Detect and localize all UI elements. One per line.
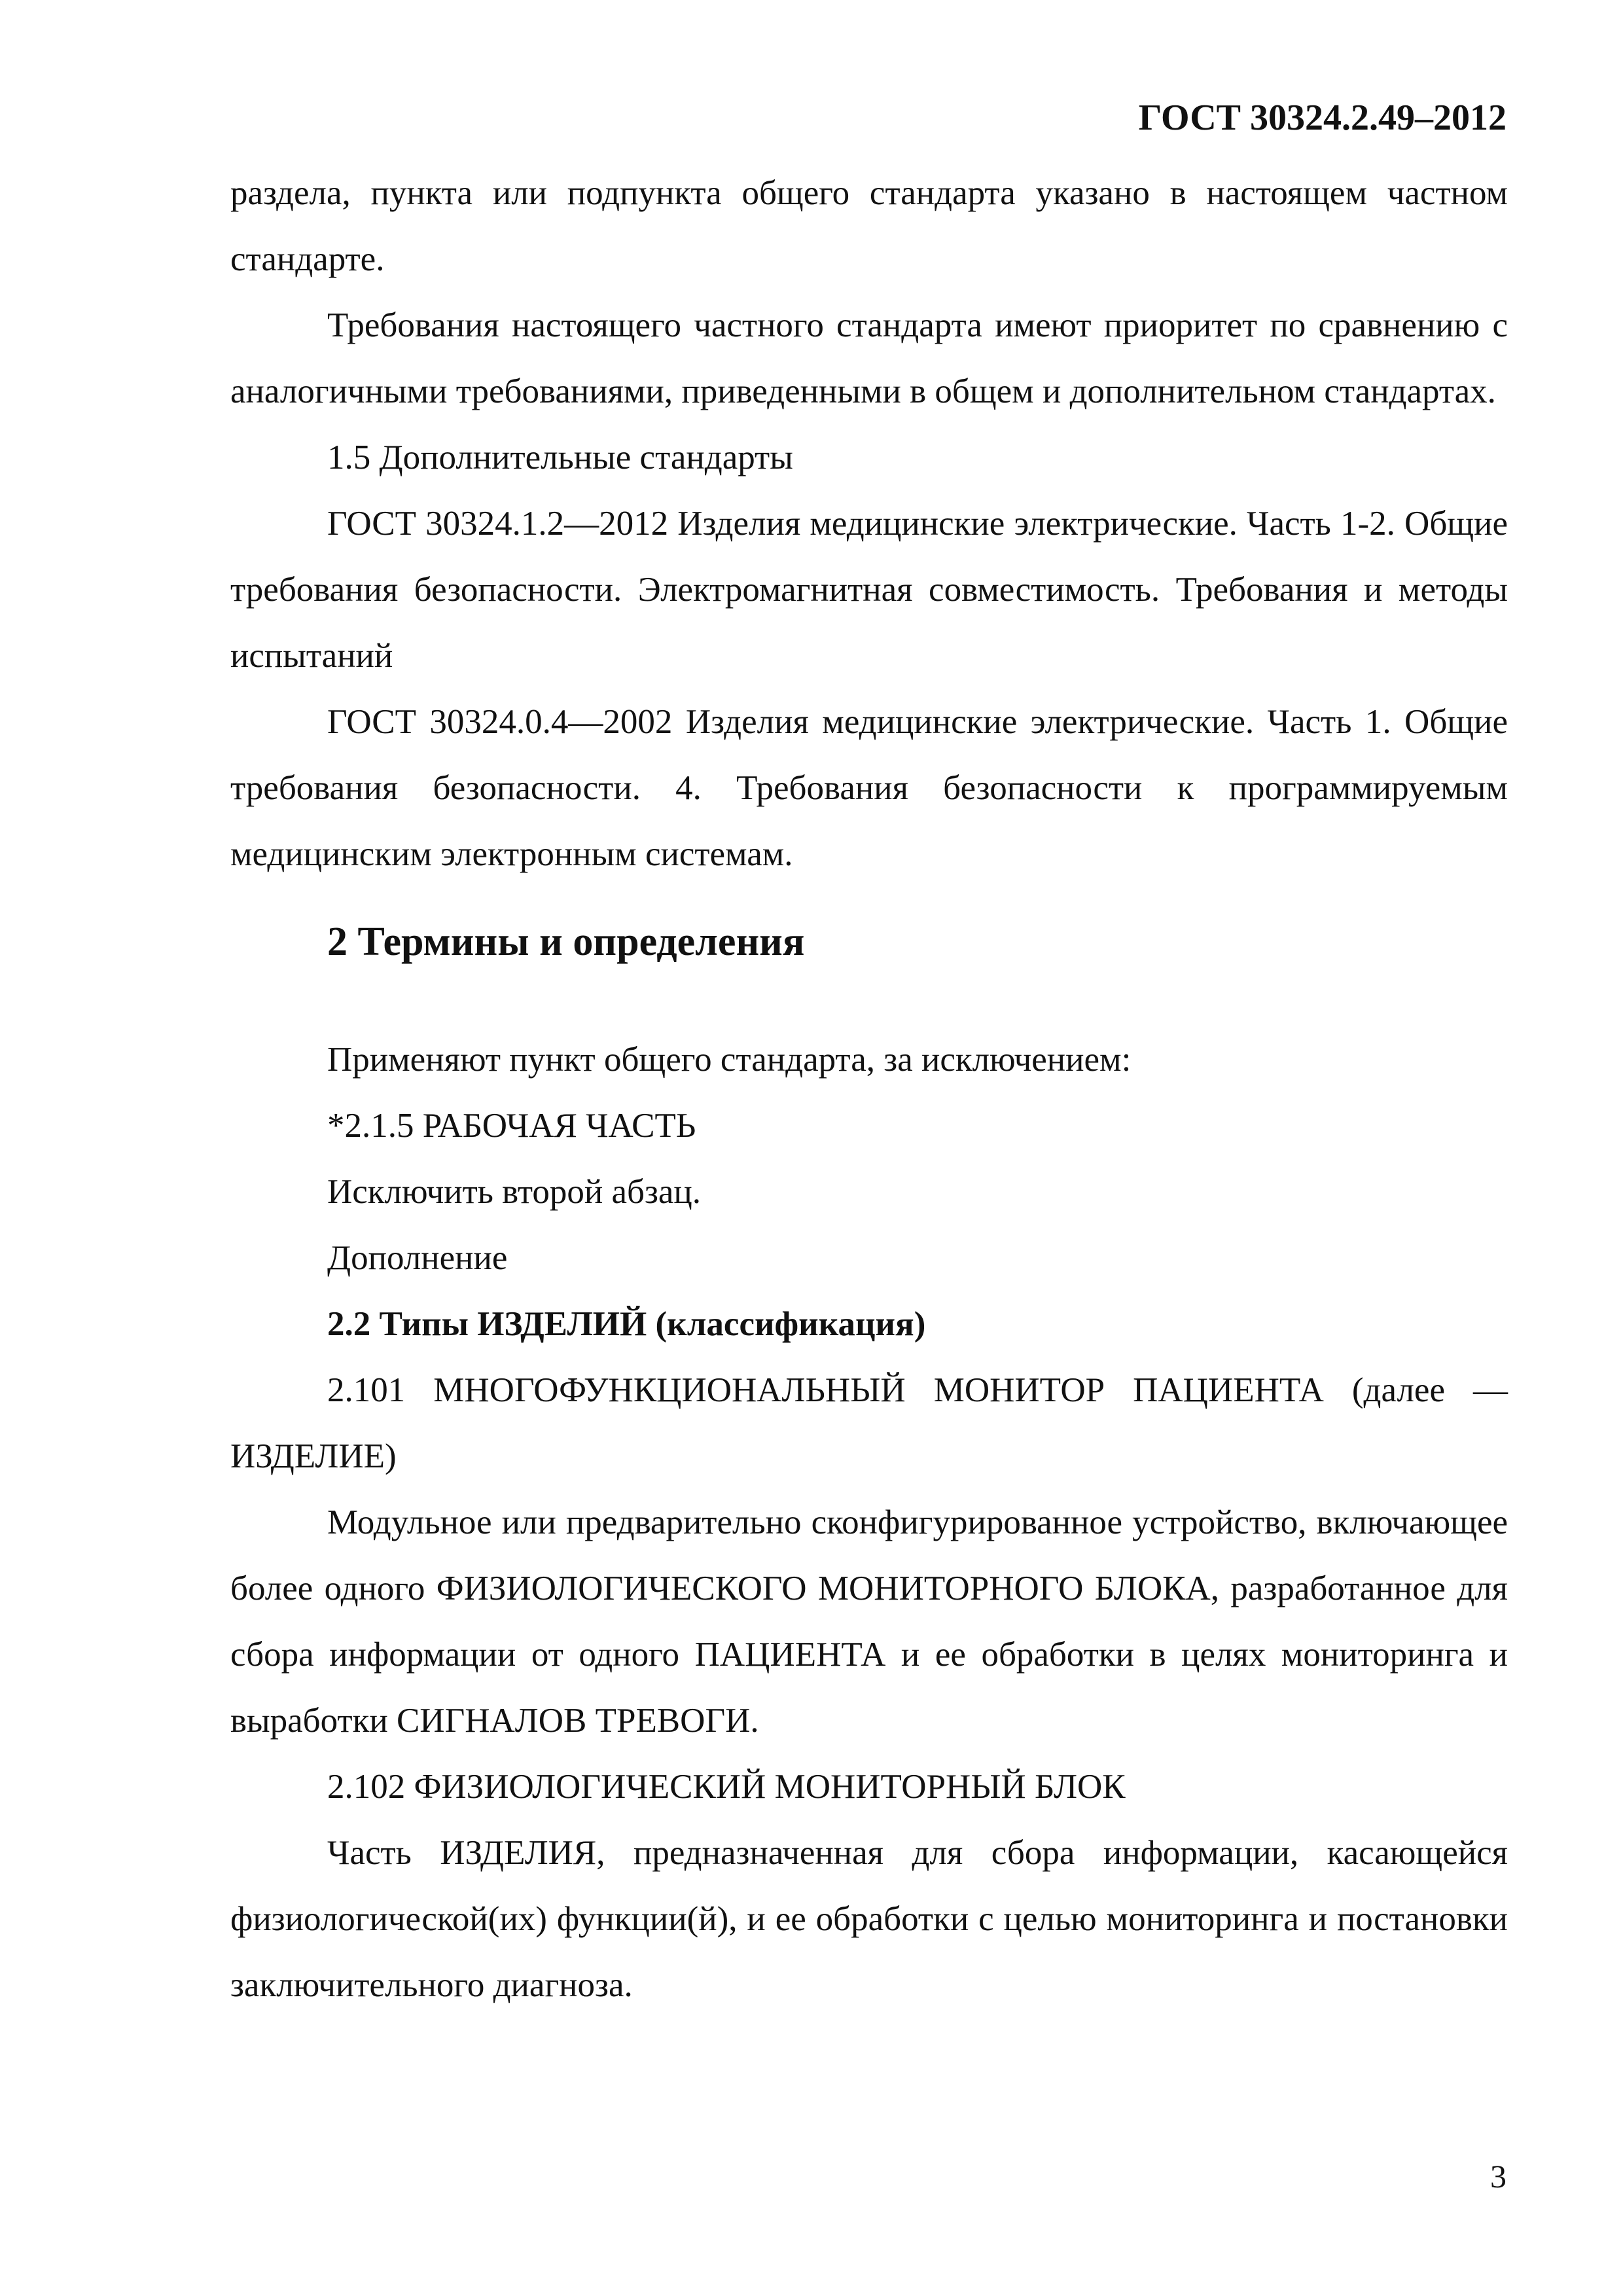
paragraph-exclude-second: Исключить второй абзац. xyxy=(327,1173,702,1211)
definition-physiological-monitoring-unit: Часть ИЗДЕЛИЯ, предназначенная для сбора информации, касающейся физиологической(их) функции(й), и ее обработки с целью мониторинга и постановки заключительного диагноза. xyxy=(230,1834,1508,2004)
subsection-title-device-types: 2.2 Типы ИЗДЕЛИЙ (классификация) xyxy=(327,1305,926,1343)
section-heading-terms: 2 Термины и определения xyxy=(327,920,805,964)
document-body xyxy=(230,160,1508,2018)
definition-multifunction-monitor: Модульное или предварительно сконфигурированное устройство, включающее более одного ФИЗИОЛОГИЧЕСКОГО МОНИТОРНОГО БЛОКА, разработанное для сбора информации от одного ПАЦИЕНТА и ее обработки в целях мониторинга и выработки СИГНАЛОВ ТРЕВОГИ. xyxy=(230,1503,1508,1740)
term-multifunction-monitor: 2.101 МНОГОФУНКЦИОНАЛЬНЫЙ МОНИТОР ПАЦИЕНТА (далее — ИЗДЕЛИЕ) xyxy=(230,1371,1508,1475)
subsection-title-additional-standards: 1.5 Дополнительные стандарты xyxy=(327,439,793,476)
paragraph-apply-clause: Применяют пункт общего стандарта, за исключением: xyxy=(327,1041,1132,1079)
paragraph-gost-30324-1-2: ГОСТ 30324.1.2—2012 Изделия медицинские электрические. Часть 1-2. Общие требования безопасности. Электромагнитная совместимость. Требования и методы испытаний xyxy=(230,505,1508,675)
paragraph-gost-30324-0-4: ГОСТ 30324.0.4—2002 Изделия медицинские электрические. Часть 1. Общие требования безопасности. 4. Требования безопасности к программируемым медицинским электронным системам. xyxy=(230,703,1508,873)
paragraph-applied-part: *2.1.5 РАБОЧАЯ ЧАСТЬ xyxy=(327,1107,696,1145)
standard-code-header: ГОСТ 30324.2.49–2012 xyxy=(1138,98,1507,138)
paragraph-priority: Требования настоящего частного стандарта имеют приоритет по сравнению с аналогичными требованиями, приведенными в общем и дополнительном стандартах. xyxy=(230,306,1508,410)
paragraph-addition: Дополнение xyxy=(327,1239,508,1277)
paragraph-continuation: раздела, пункта или подпункта общего стандарта указано в настоящем частном стандарте. xyxy=(230,174,1508,278)
page-number: 3 xyxy=(1490,2158,1507,2195)
term-physiological-monitoring-unit: 2.102 ФИЗИОЛОГИЧЕСКИЙ МОНИТОРНЫЙ БЛОК xyxy=(327,1768,1126,1806)
